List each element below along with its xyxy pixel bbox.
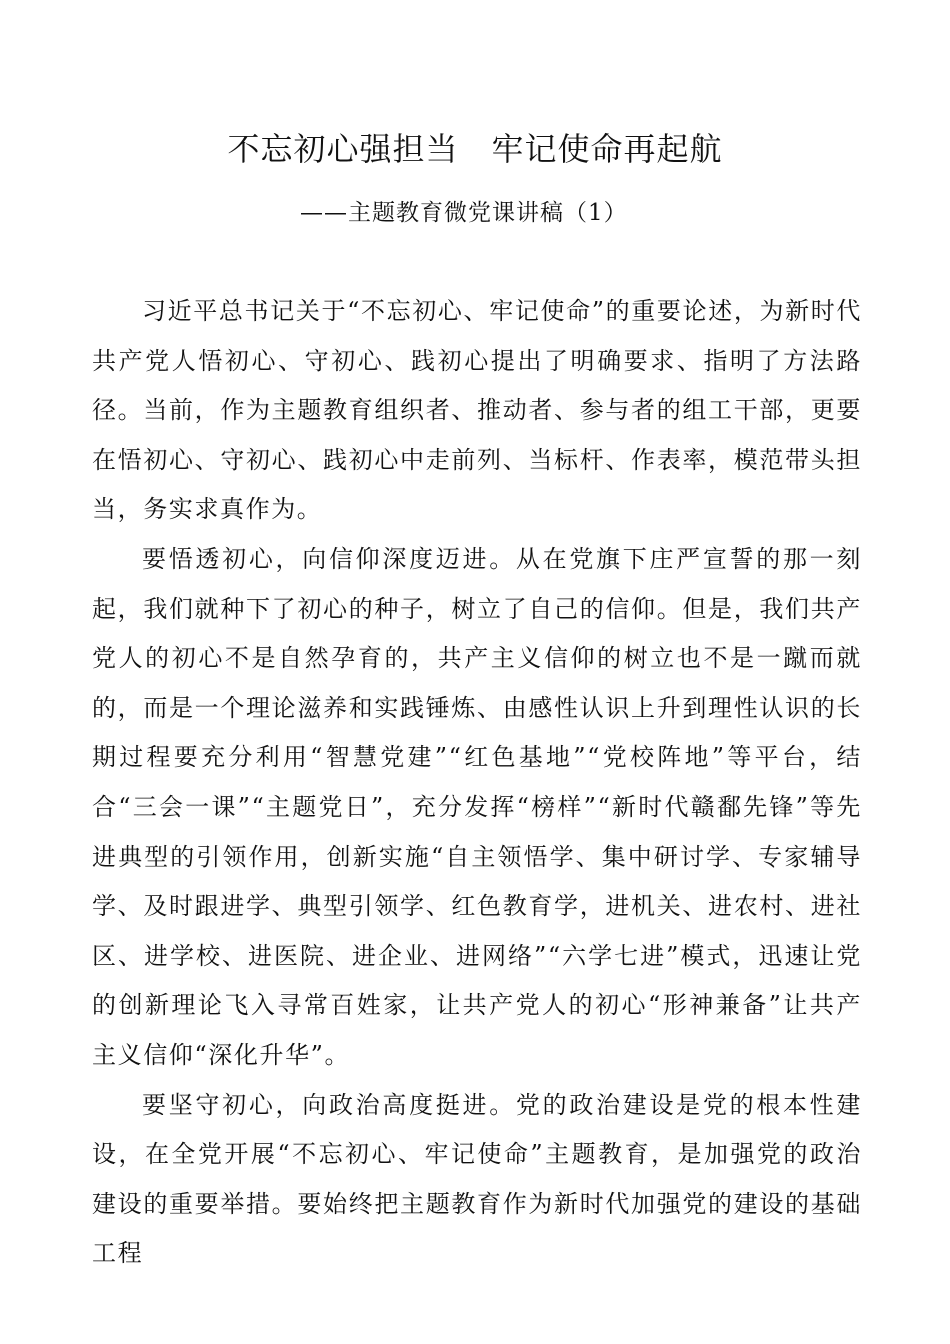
paragraph: 要坚守初心，向政治高度挺进。党的政治建设是党的根本性建设，在全党开展“不忘初心、牢记使命”主题教育，是加强党的政治建设的重要举措。要始终把主题教育作为新时代加强党的建设的基础工程	[92, 1090, 862, 1268]
paragraph: 要悟透初心，向信仰深度迈进。从在党旗下庄严宣誓的那一刻起，我们就种下了初心的种子，树立了自己的信仰。但是，我们共产党人的初心不是自然孕育的，共产主义信仰的树立也不是一蹴而就的，而是一个理论滋养和实践锤炼、由感性认识上升到理性认识的长期过程要充分利用“智慧党建”“红色基地”“党校阵地”等平台，结合“三会一课”“主题党日”，充分发挥“榜样”“新时代赣鄱先锋”等先进典型的引领作用，创新实施“自主领悟学、集中研讨学、专家辅导学、及时跟进学、典型引领学、红色教育学，进机关、进农村、进社区、进学校、进医院、进企业、进网络”“六学七进”模式，迅速让党的创新理论飞入寻常百姓家，让共产党人的初心“形神兼备”让共产主义信仰“深化升华”。	[92, 544, 862, 1069]
paragraph: 习近平总书记关于“不忘初心、牢记使命”的重要论述，为新时代共产党人悟初心、守初心、践初心提出了明确要求、指明了方法路径。当前，作为主题教育组织者、推动者、参与者的组工干部，更要在悟初心、守初心、践初心中走前列、当标杆、作表率，模范带头担当，务实求真作为。	[92, 297, 862, 524]
document-title: 不忘初心强担当 牢记使命再起航	[227, 130, 723, 168]
document-body	[92, 287, 862, 1279]
document-subtitle: ——主题教育微党课讲稿（1）	[300, 200, 628, 226]
